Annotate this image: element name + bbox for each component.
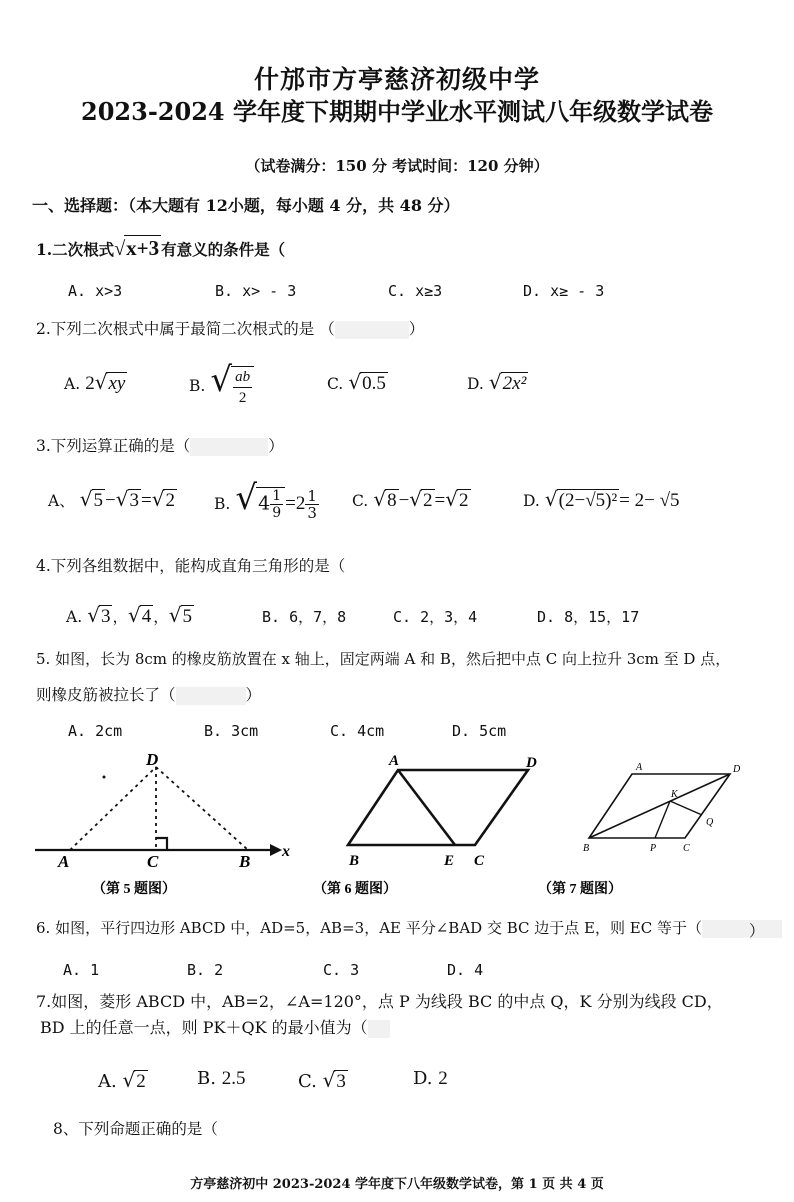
q6-close: ） (749, 922, 765, 940)
q6-option-a: A. 1 (63, 961, 100, 979)
q1-prefix: 1.二次根式 (36, 240, 115, 259)
exam-info: （试卷满分：150 分 考试时间：120 分钟） (245, 157, 549, 175)
answer-blank (190, 438, 268, 456)
label-b: B (239, 852, 251, 871)
figure-7-caption: （第 7 题图） (538, 882, 622, 897)
figure-5-caption: （第 5 题图） (92, 882, 176, 897)
q3-option-b: B. √4 $\frac{1}{9}$ =2 $\frac{1}{3}$ (214, 478, 317, 522)
label-d: D (146, 750, 159, 769)
question-7-line2: BD 上的任意一点，则 PK＋QK 的最小值为（ (40, 1015, 390, 1038)
q2-option-b: B. √ $\frac{ab}{2}$ (189, 360, 254, 408)
q1-option-c: C. x≥3 (388, 282, 443, 300)
label-p: P (650, 843, 657, 854)
q2-stem: 2.下列二次根式中属于最简二次根式的是 （ (36, 320, 335, 338)
label-x: x (282, 843, 290, 860)
q3-option-a: A、 √5 −√3 =√2 (48, 487, 175, 511)
parallelogram-abcd (348, 770, 528, 845)
label-c: C (474, 853, 485, 869)
label-a: A (58, 852, 70, 871)
label-a: A (636, 762, 643, 773)
q4-option-b: B. 6，7，8 (262, 608, 347, 626)
q5-option-d: D. 5cm (452, 722, 507, 740)
q2-option-d: D. √2x² (467, 370, 527, 394)
question-8: 8、下列命题正确的是（ (53, 1120, 218, 1138)
q5-option-c: C. 4cm (330, 722, 385, 740)
label-b: B (583, 843, 590, 854)
figure-5 (35, 750, 290, 897)
q2-option-a: A. 2√xy (64, 370, 126, 394)
label-c: C (147, 852, 159, 871)
question-5-line2: 则橡皮筋被拉长了（ ） (36, 686, 262, 704)
q4-option-c: C. 2，3，4 (393, 608, 478, 626)
question-4: 4.下列各组数据中，能构成直角三角形的是（ (36, 557, 346, 575)
label-k: K (671, 789, 678, 800)
figure-7 (538, 762, 741, 897)
q5-option-a: A. 2cm (68, 722, 123, 740)
q7-option-c: C. √3 (298, 1068, 346, 1092)
label-q: Q (706, 817, 714, 828)
answer-blank (176, 687, 246, 705)
section-title: 一、选择题：（本大题有 12小题，每小题 4 分，共 48 分） (32, 196, 460, 215)
q7-option-b: B. 2.5 (197, 1068, 246, 1089)
q2-close: ） (408, 320, 425, 338)
q6-option-c: C. 3 (323, 961, 360, 979)
figures-row (0, 745, 794, 905)
answer-blank (368, 1020, 390, 1038)
q7-option-a: A. √2 (98, 1068, 146, 1092)
q4-option-a: A. √3 ，√4 ，√5 (66, 603, 192, 627)
label-e: E (444, 853, 455, 869)
q1-suffix: 有意义的条件是（ (161, 240, 286, 259)
page-footer: 方亭慈济初中 2023-2024 学年度下八年级数学试卷，第 1 页 共 4 页 (190, 1177, 604, 1192)
label-b: B (349, 853, 360, 869)
q2-option-c: C. √0.5 (327, 370, 386, 394)
answer-blank (335, 321, 409, 339)
q7-option-d: D. 2 (413, 1068, 448, 1089)
label-c: C (683, 843, 690, 854)
label-d: D (733, 764, 741, 775)
q3-close: ） (268, 437, 284, 455)
q3-option-c: C. √8 −√2 =√2 (352, 487, 469, 511)
segment-ad (70, 767, 156, 850)
figure-6-caption: （第 6 题图） (313, 882, 397, 897)
q5-option-b: B. 3cm (204, 722, 259, 740)
segment-db (156, 767, 248, 850)
q3-option-d: D. √(2−√5)² = 2− √5 (523, 487, 680, 511)
answer-blank (702, 920, 782, 938)
segment-kq (670, 801, 702, 815)
question-7-line1: 7.如图，菱形 ABCD 中，AB=2，∠A=120°，点 P 为线段 BC 的中点 Q，K 分别为线段 CD， (36, 992, 723, 1011)
question-3 (36, 434, 284, 456)
question-5-line1: 5. 如图，长为 8cm 的橡皮筋放置在 x 轴上，固定两端 A 和 B，然后把中点 C 向上拉升 3cm 至 D 点， (36, 650, 731, 668)
exam-title: 2023-2024 学年度下期期中学业水平测试八年级数学试卷 (81, 97, 713, 126)
q1-radical: √x+3 (114, 236, 160, 260)
question-6: 6. 如图，平行四边形 ABCD 中，AD=5，AB=3，AE 平分∠BAD 交 BC 边于点 E，则 EC 等于（ (36, 917, 782, 938)
segment-ae (398, 770, 455, 845)
school-name: 什邡市方亭慈济初级中学 (253, 65, 540, 94)
dot (103, 776, 106, 779)
q1-option-a: A. x>3 (68, 282, 123, 300)
question-1 (36, 235, 285, 261)
q6-option-b: B. 2 (187, 961, 224, 979)
q3-stem: 3.下列运算正确的是（ (36, 437, 191, 455)
right-angle-mark (156, 838, 167, 850)
q1-option-b: B. x> - 3 (215, 282, 297, 300)
question-2 (36, 317, 424, 339)
q6-option-d: D. 4 (447, 961, 484, 979)
q4-option-d: D. 8，15，17 (537, 608, 640, 626)
figure-6 (313, 753, 537, 897)
q1-option-d: D. x≥ - 3 (523, 282, 605, 300)
label-d: D (526, 755, 537, 771)
axis-arrow-icon (270, 844, 282, 856)
label-a: A (389, 753, 400, 769)
